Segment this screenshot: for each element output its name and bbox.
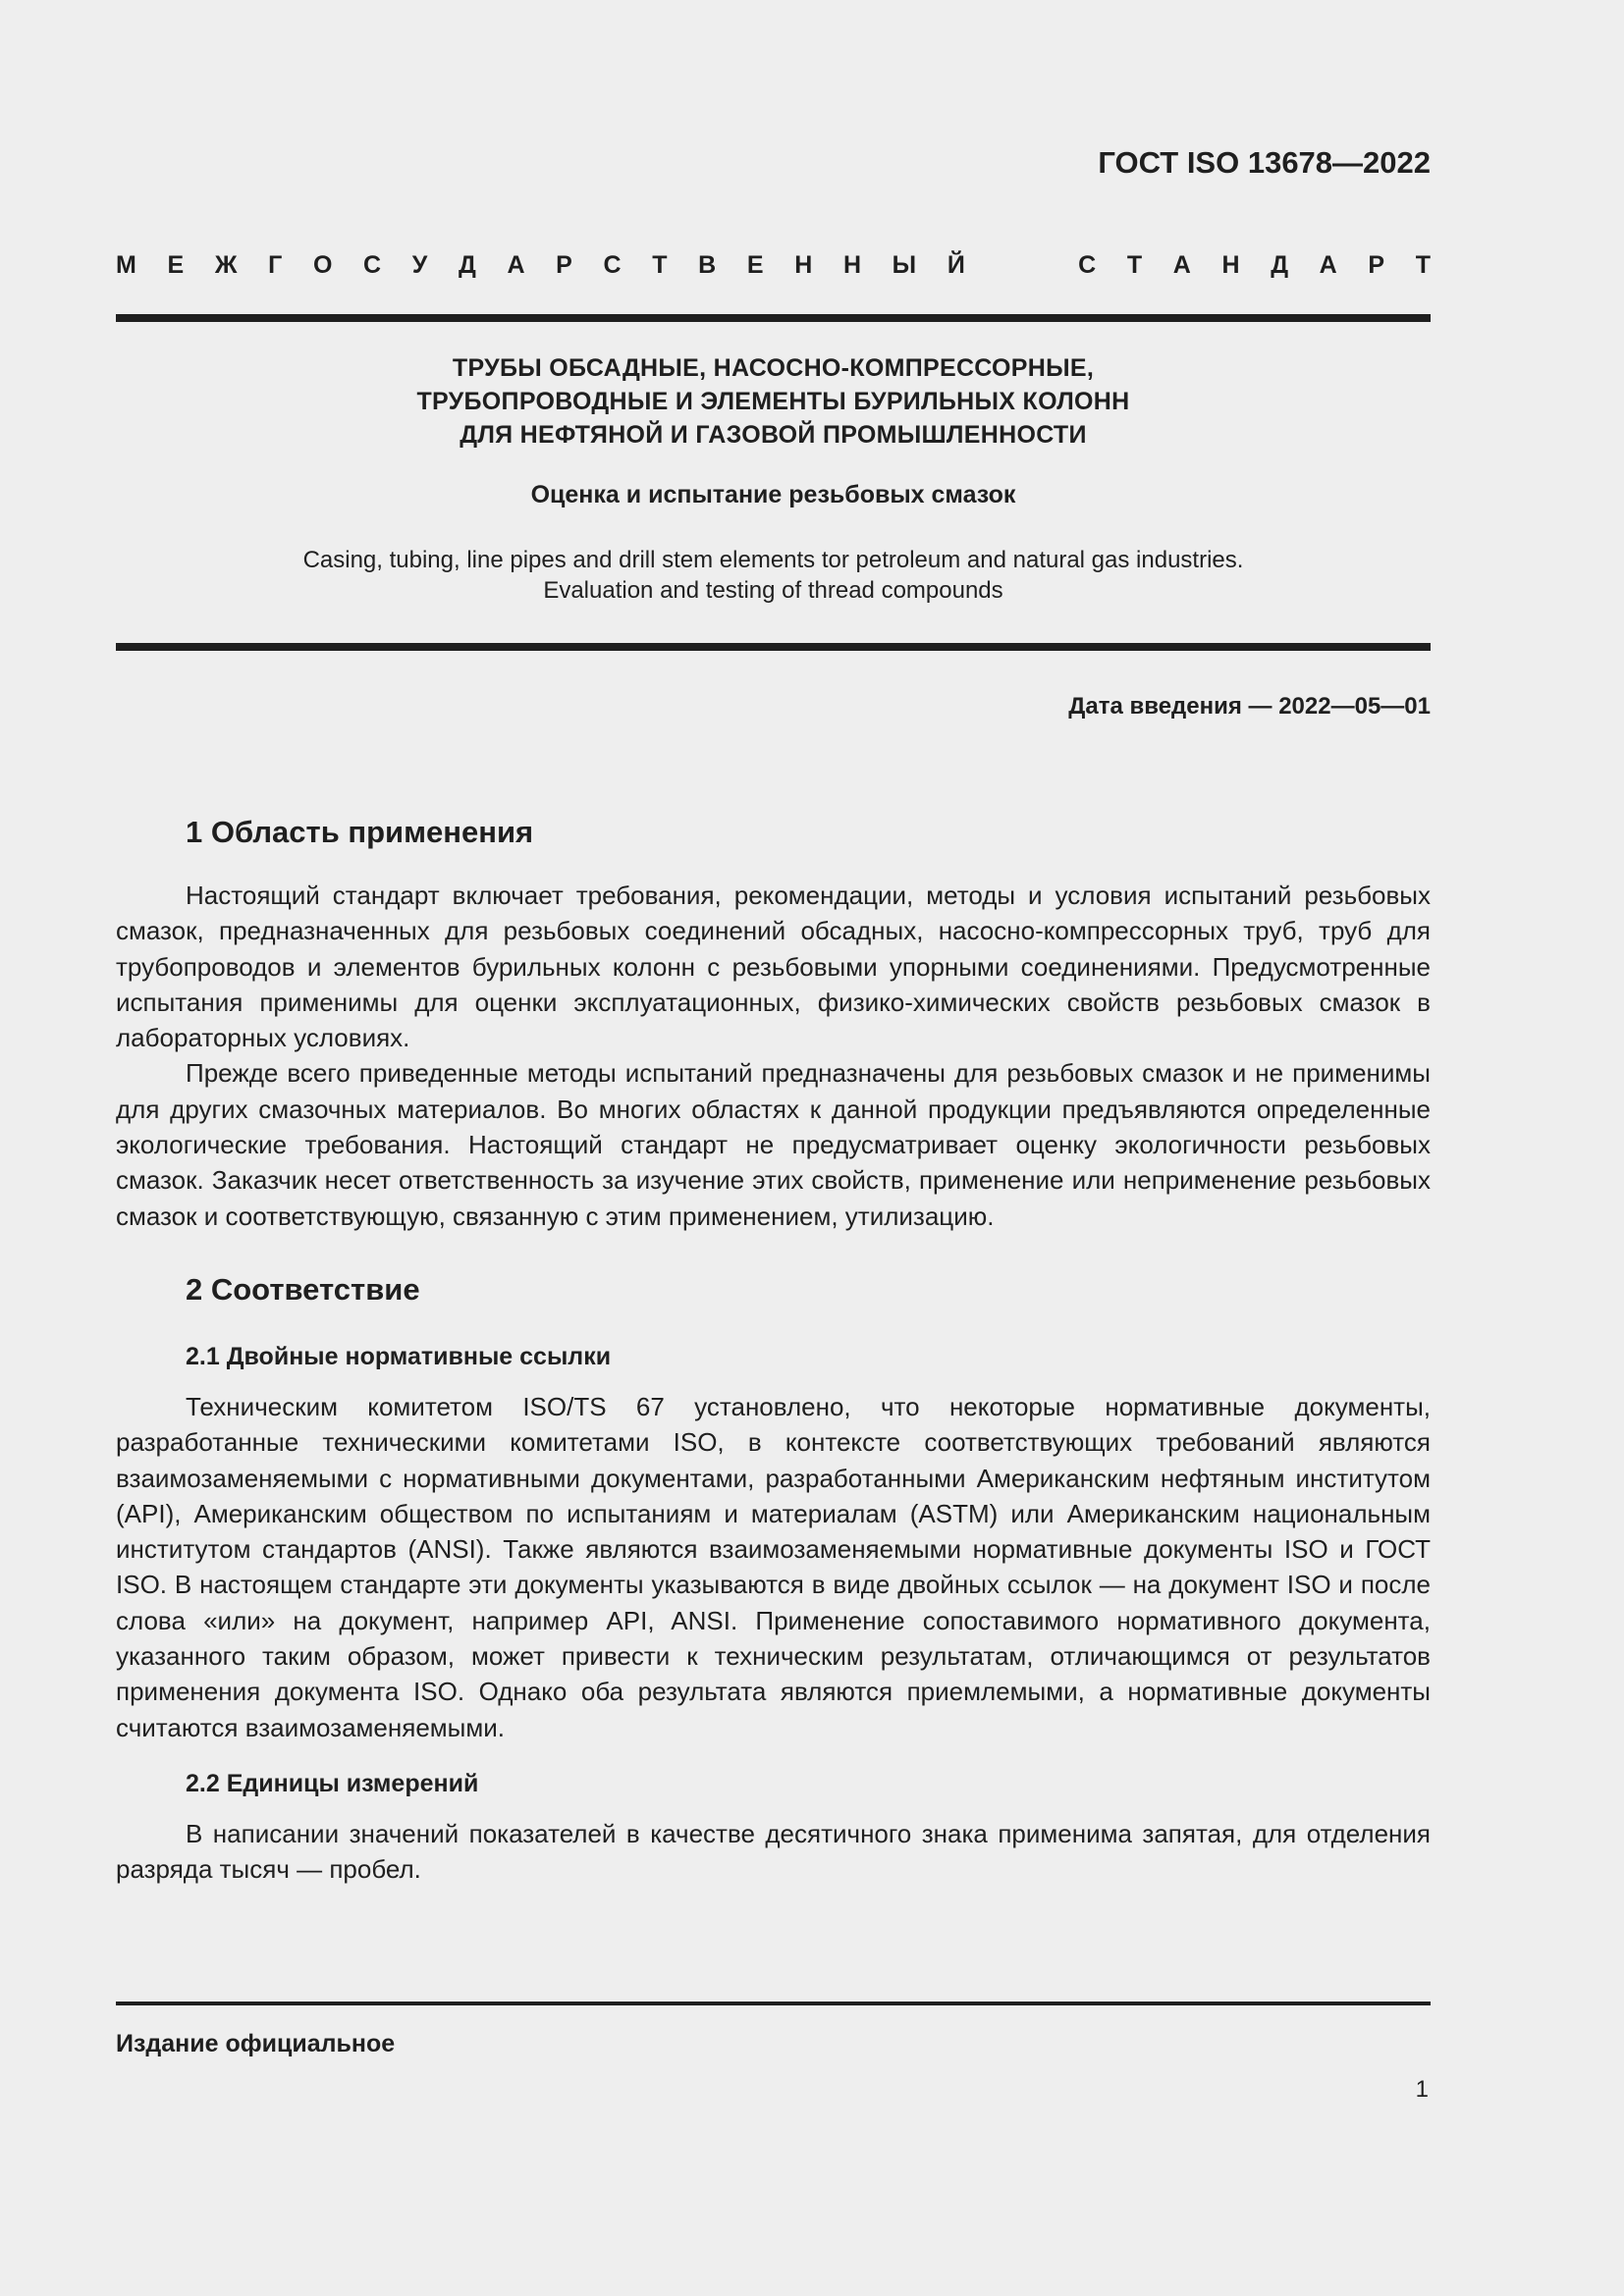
title-divider bbox=[116, 643, 1431, 651]
section-1-heading: 1 Область применения bbox=[186, 815, 534, 849]
paragraph: Настоящий стандарт включает требования, рекомендации, методы и условия испытаний резьбовых смазок, предназначенных для резьбовых соединений обсадных, насосно-компрессорных труб, труб для трубопроводов и элементов бурильных колонн с резьбовыми упорными соединениями. Предусмотренные испытания применимы для оценки эксплуатационных, физико-химических свойств резьбовых смазок в лабораторных условиях. bbox=[116, 881, 1431, 1053]
header-divider bbox=[116, 314, 1431, 322]
standard-type-letter: А bbox=[507, 251, 525, 279]
standard-type-letter: С bbox=[603, 251, 622, 279]
standard-type-letter: Н bbox=[1221, 251, 1240, 279]
standard-type-letter: Е bbox=[167, 251, 185, 279]
official-edition-label: Издание официальное bbox=[116, 2030, 396, 2057]
paragraph: Техническим комитетом ISO/TS 67 установлено, что некоторые нормативные документы, разработанные техническими комитетами ISO, в контексте соответствующих требований являются взаимозаменяемыми с нормативными документами, разработанными Американским нефтяным институтом (API), Американским обществом по испытаниям и материалам (ASTM) или Американским национальным институтом стандартов (ANSI). Также являются взаимозаменяемыми нормативные документы ISO и ГОСТ ISO. В настоящем стандарте эти документы указываются в виде двойных ссылок — на документ ISO и после слова «или» на документ, например API, ANSI. Применение сопоставимого нормативного документа, указанного таким образом, может привести к техническим результатам, отличающимся от результатов применения документа ISO. Однако оба результата являются приемлемыми, а нормативные документы считаются взаимозаменяемыми. bbox=[116, 1392, 1431, 1742]
english-title bbox=[116, 545, 1431, 606]
standard-type-letter: Т bbox=[1126, 251, 1143, 279]
standard-type-letter: Й bbox=[947, 251, 965, 279]
standard-type-letter: Р bbox=[556, 251, 572, 279]
footer-divider bbox=[116, 2002, 1431, 2005]
standard-type-letter: Е bbox=[746, 251, 764, 279]
standard-type-letter: Д bbox=[1271, 251, 1288, 279]
title-line: ДЛЯ НЕФТЯНОЙ И ГАЗОВОЙ ПРОМЫШЛЕННОСТИ bbox=[460, 421, 1087, 449]
title-line: ТРУБЫ ОБСАДНЫЕ, НАСОСНО-КОМПРЕССОРНЫЕ, bbox=[452, 354, 1095, 382]
standard-type-letter: Г bbox=[268, 251, 283, 279]
standard-type-letter: С bbox=[363, 251, 382, 279]
document-subtitle: Оценка и испытание резьбовых смазок bbox=[530, 481, 1016, 508]
section-2-1-body bbox=[116, 1389, 1431, 1745]
english-title-line: Casing, tubing, line pipes and drill stem elements tor petroleum and natural gas industries. bbox=[302, 547, 1244, 573]
page-number: 1 bbox=[1415, 2076, 1429, 2103]
section-2-2-body bbox=[116, 1816, 1431, 1888]
english-title-line: Evaluation and testing of thread compounds bbox=[543, 577, 1003, 604]
document-number: ГОСТ ISO 13678—2022 bbox=[1098, 145, 1431, 180]
standard-type-letter: А bbox=[1319, 251, 1337, 279]
standard-type-letter: У bbox=[411, 251, 428, 279]
section-2-2-heading: 2.2 Единицы измерений bbox=[186, 1770, 479, 1797]
standard-type-letter: В bbox=[698, 251, 717, 279]
standard-type-letter: А bbox=[1172, 251, 1191, 279]
standard-type-letter: Н bbox=[794, 251, 813, 279]
standard-type-letter: Т bbox=[1415, 251, 1431, 279]
document-title bbox=[116, 351, 1431, 452]
section-2-heading: 2 Соответствие bbox=[186, 1272, 420, 1307]
standard-type-letter: О bbox=[312, 251, 333, 279]
introduction-date: Дата введения — 2022—05—01 bbox=[1068, 693, 1431, 720]
word-gap bbox=[996, 251, 1047, 280]
standard-type-banner bbox=[116, 251, 1431, 280]
standard-type-letter: Р bbox=[1368, 251, 1385, 279]
section-2-1-heading: 2.1 Двойные нормативные ссылки bbox=[186, 1343, 612, 1370]
title-line: ТРУБОПРОВОДНЫЕ И ЭЛЕМЕНТЫ БУРИЛЬНЫХ КОЛОНН bbox=[416, 388, 1130, 415]
section-1-body bbox=[116, 878, 1431, 1234]
standard-type-letter: Ж bbox=[214, 251, 238, 279]
standard-type-letter: Д bbox=[458, 251, 476, 279]
standard-type-letter: Т bbox=[652, 251, 668, 279]
standard-type-letter: М bbox=[116, 251, 136, 279]
standard-type-letter: Ы bbox=[892, 251, 917, 279]
paragraph: Прежде всего приведенные методы испытаний предназначены для резьбовых смазок и не применимы для других смазочных материалов. Во многих областях к данной продукции предъявляются определенные экологические требования. Настоящий стандарт не предусматривает оценку экологичности резьбовых смазок. Заказчик несет ответственность за изучение этих свойств, применение или неприменение резьбовых смазок и соответствующую, связанную с этим применением, утилизацию. bbox=[116, 1058, 1431, 1231]
standard-type-letter: Н bbox=[842, 251, 862, 279]
paragraph: В написании значений показателей в качестве десятичного знака применима запятая, для отделения разряда тысяч — пробел. bbox=[116, 1819, 1431, 1885]
standard-type-letter: С bbox=[1078, 251, 1097, 279]
